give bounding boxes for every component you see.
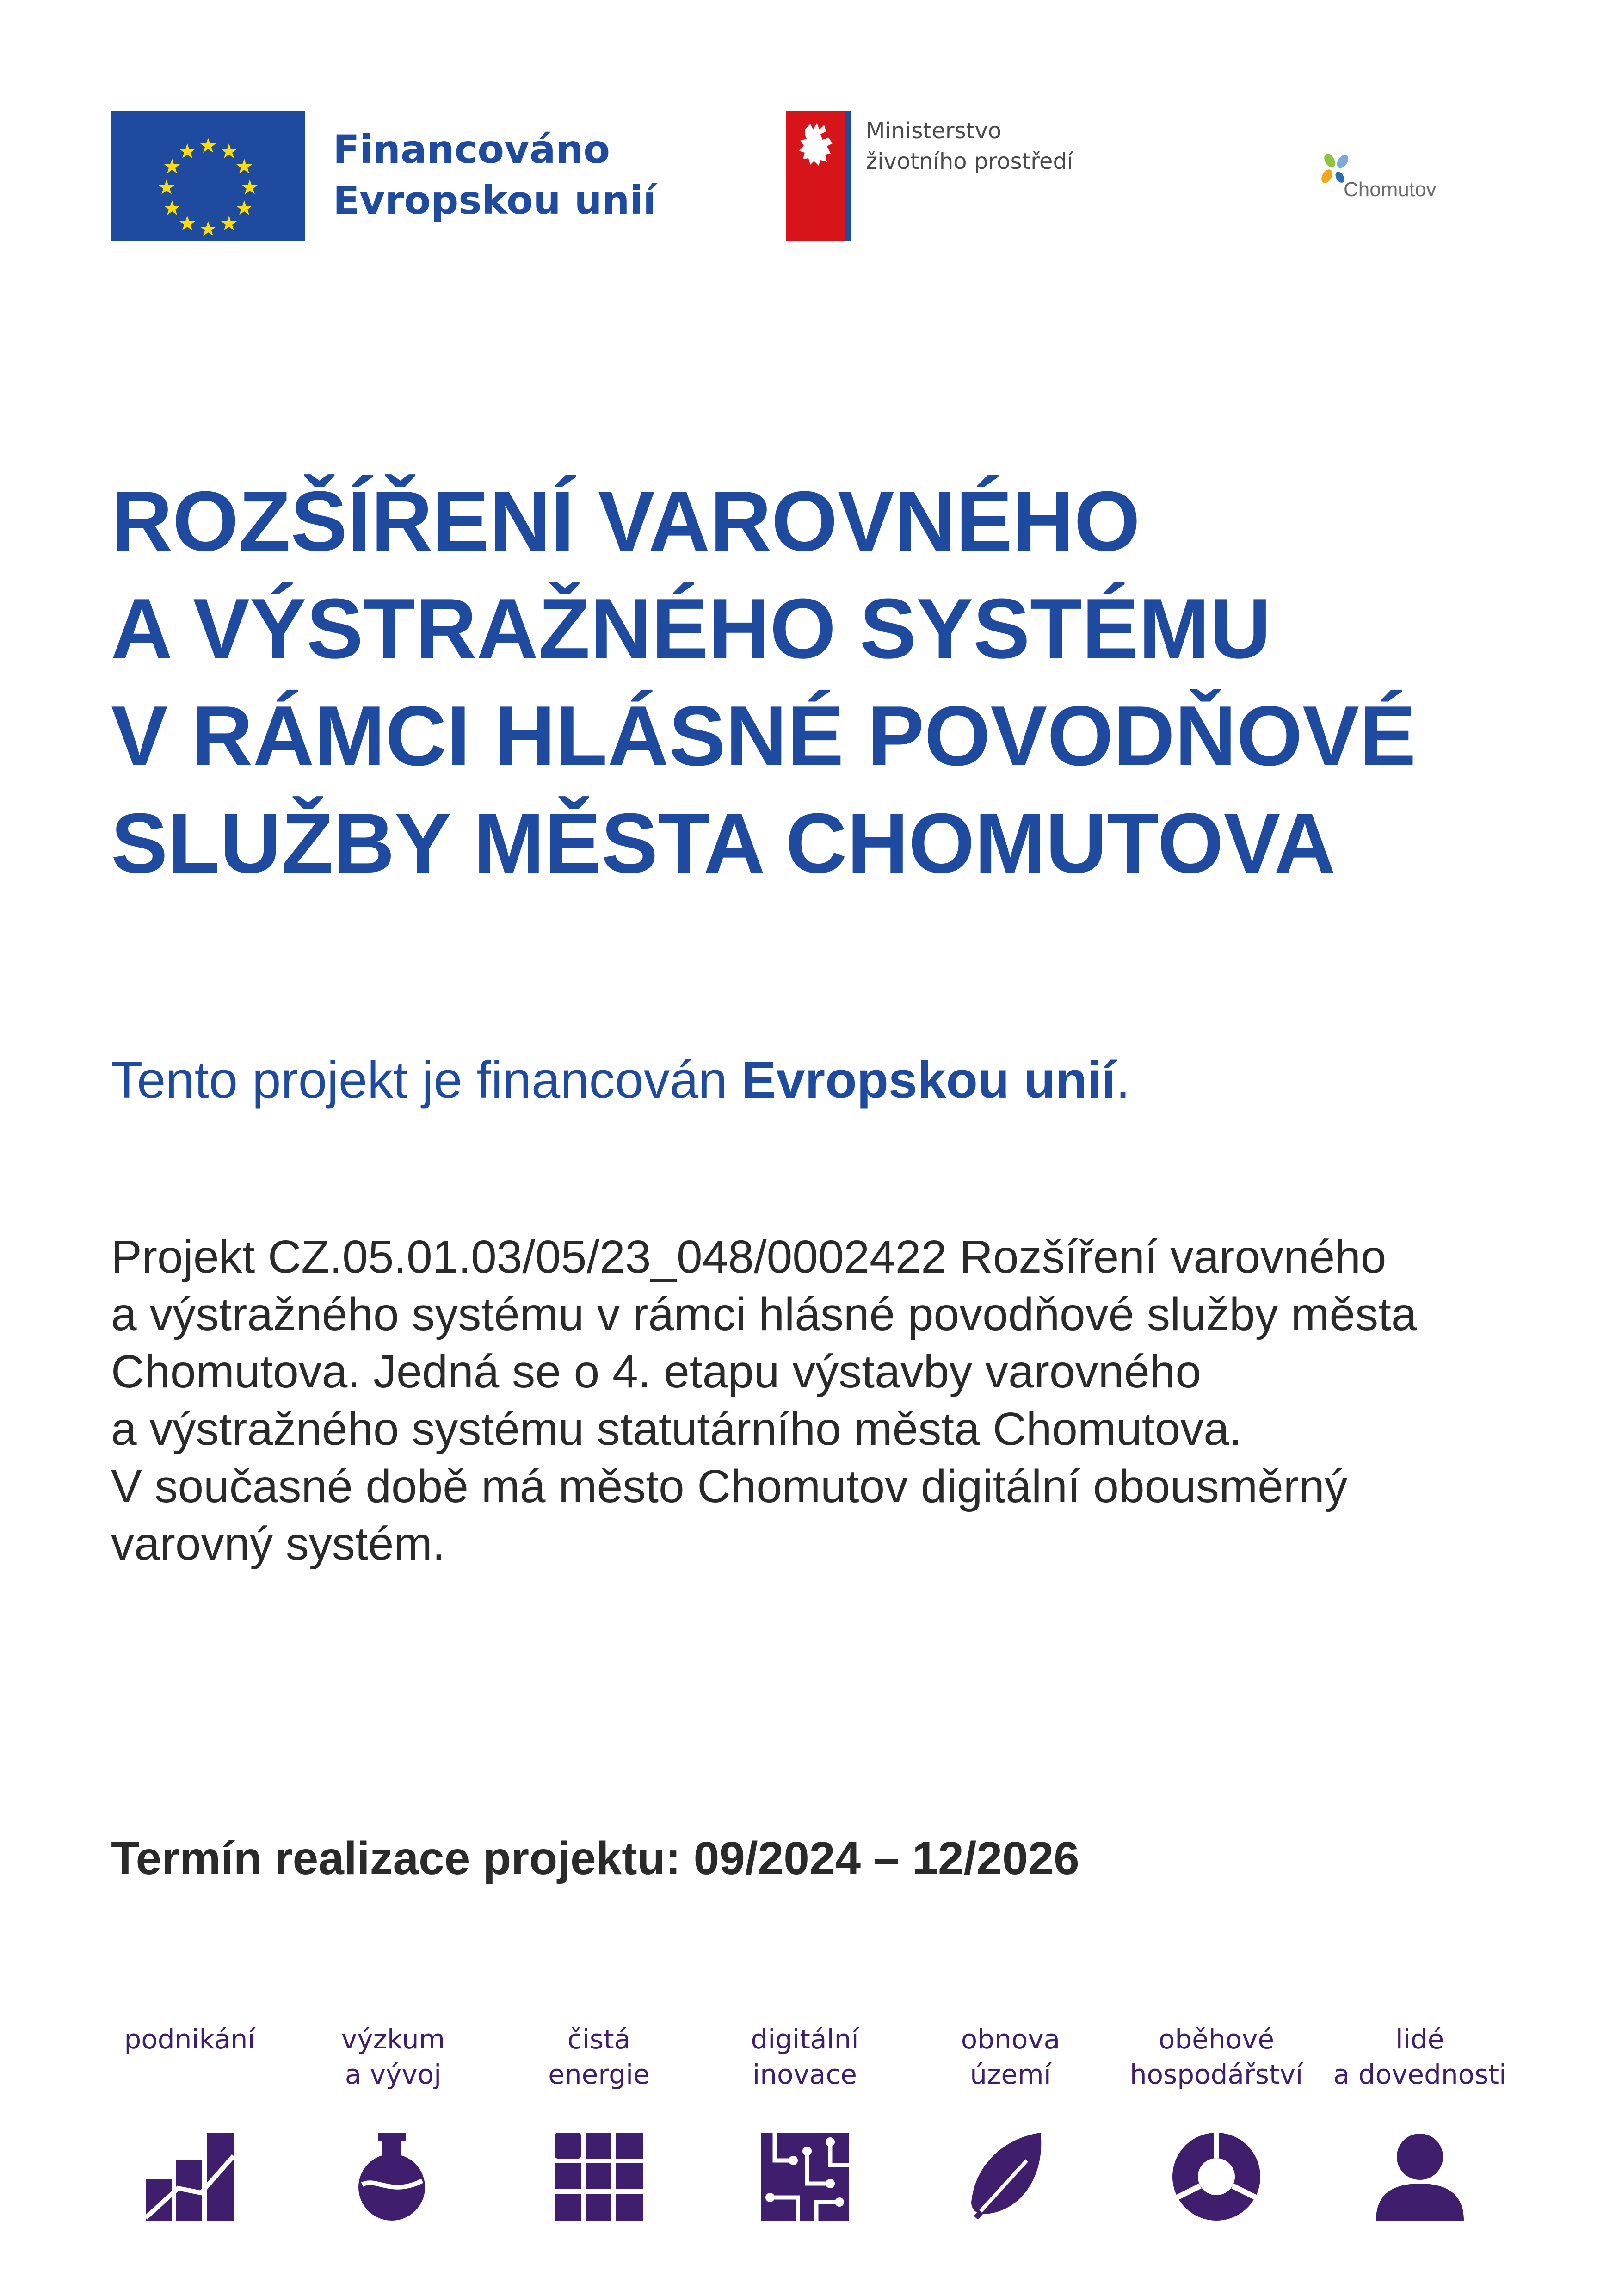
person-icon bbox=[1376, 2133, 1464, 2221]
category-people-skills bbox=[1318, 2022, 1522, 2221]
title-line-1: ROZŠÍŘENÍ VAROVNÉHO bbox=[111, 473, 1141, 569]
category-label: území bbox=[970, 2059, 1051, 2090]
circular-arrows-icon bbox=[1172, 2133, 1260, 2221]
title-line-2: A VÝSTRAŽNÉHO SYSTÉMU bbox=[111, 581, 1271, 676]
title-line-4: SLUŽBY MĚSTA CHOMUTOVA bbox=[111, 795, 1336, 891]
category-label: a dovednosti bbox=[1333, 2059, 1507, 2090]
eu-line-1: Financováno bbox=[333, 127, 610, 172]
description-line: Projekt CZ.05.01.03/05/23_048/0002422 Rozšíření varovného bbox=[111, 1231, 1387, 1283]
category-land-renewal bbox=[909, 2022, 1112, 2221]
category-label: hospodářství bbox=[1129, 2059, 1303, 2090]
category-label: obnova bbox=[961, 2024, 1061, 2055]
description-line: a výstražného systému v rámci hlásné povodňové služby města bbox=[111, 1288, 1417, 1340]
eu-funding-label bbox=[333, 124, 656, 226]
category-business bbox=[88, 2022, 291, 2221]
bar-chart-icon bbox=[146, 2133, 234, 2221]
chomutov-label: Chomutov bbox=[1344, 178, 1437, 201]
description-line: Chomutova. Jedná se o 4. etapu výstavby varovného bbox=[111, 1346, 1201, 1398]
ministry-line-1: Ministerstvo bbox=[866, 118, 1002, 144]
category-label: a vývoj bbox=[345, 2059, 442, 2090]
category-label: čistá bbox=[567, 2024, 631, 2055]
category-digital bbox=[703, 2022, 907, 2221]
category-label: lidé bbox=[1395, 2024, 1444, 2055]
eu-stars-icon bbox=[111, 111, 305, 241]
description-line: a výstražného systému statutárního města Chomutova. bbox=[111, 1403, 1242, 1455]
ministry-line-2: životního prostředí bbox=[866, 149, 1073, 174]
funding-prefix: Tento projekt je financován bbox=[111, 1051, 742, 1109]
title-line-3: V RÁMCI HLÁSNÉ POVODŇOVÉ bbox=[111, 688, 1416, 783]
category-label: podnikání bbox=[124, 2024, 255, 2055]
category-label: digitální bbox=[751, 2024, 859, 2055]
category-research bbox=[291, 2022, 495, 2221]
description-line: V současné době má město Chomutov digitální obousměrný bbox=[111, 1461, 1348, 1512]
leaf-icon bbox=[967, 2133, 1055, 2221]
category-label: oběhové bbox=[1158, 2024, 1275, 2055]
category-label: energie bbox=[548, 2059, 650, 2090]
funding-bold: Evropskou unií bbox=[741, 1051, 1116, 1109]
category-circular-economy bbox=[1115, 2022, 1318, 2221]
eu-flag-logo bbox=[111, 111, 305, 241]
solar-panel-icon bbox=[555, 2133, 643, 2221]
ministry-emblem-logo bbox=[786, 111, 851, 241]
flask-icon bbox=[349, 2133, 437, 2221]
category-label: výzkum bbox=[341, 2024, 445, 2055]
project-description bbox=[111, 1228, 1545, 1572]
czech-lion-icon bbox=[786, 111, 851, 241]
ministry-label bbox=[866, 116, 1073, 177]
funding-statement bbox=[111, 1050, 1130, 1110]
description-line: varovný systém. bbox=[111, 1518, 445, 1570]
category-clean-energy bbox=[497, 2022, 701, 2221]
page-title bbox=[111, 467, 1545, 897]
funding-suffix: . bbox=[1116, 1051, 1130, 1109]
eu-line-2: Evropskou unií bbox=[333, 178, 656, 223]
project-term: Termín realizace projektu: 09/2024 – 12/2026 bbox=[111, 1832, 1079, 1884]
category-label: inovace bbox=[752, 2059, 857, 2090]
circuit-icon bbox=[761, 2133, 849, 2221]
